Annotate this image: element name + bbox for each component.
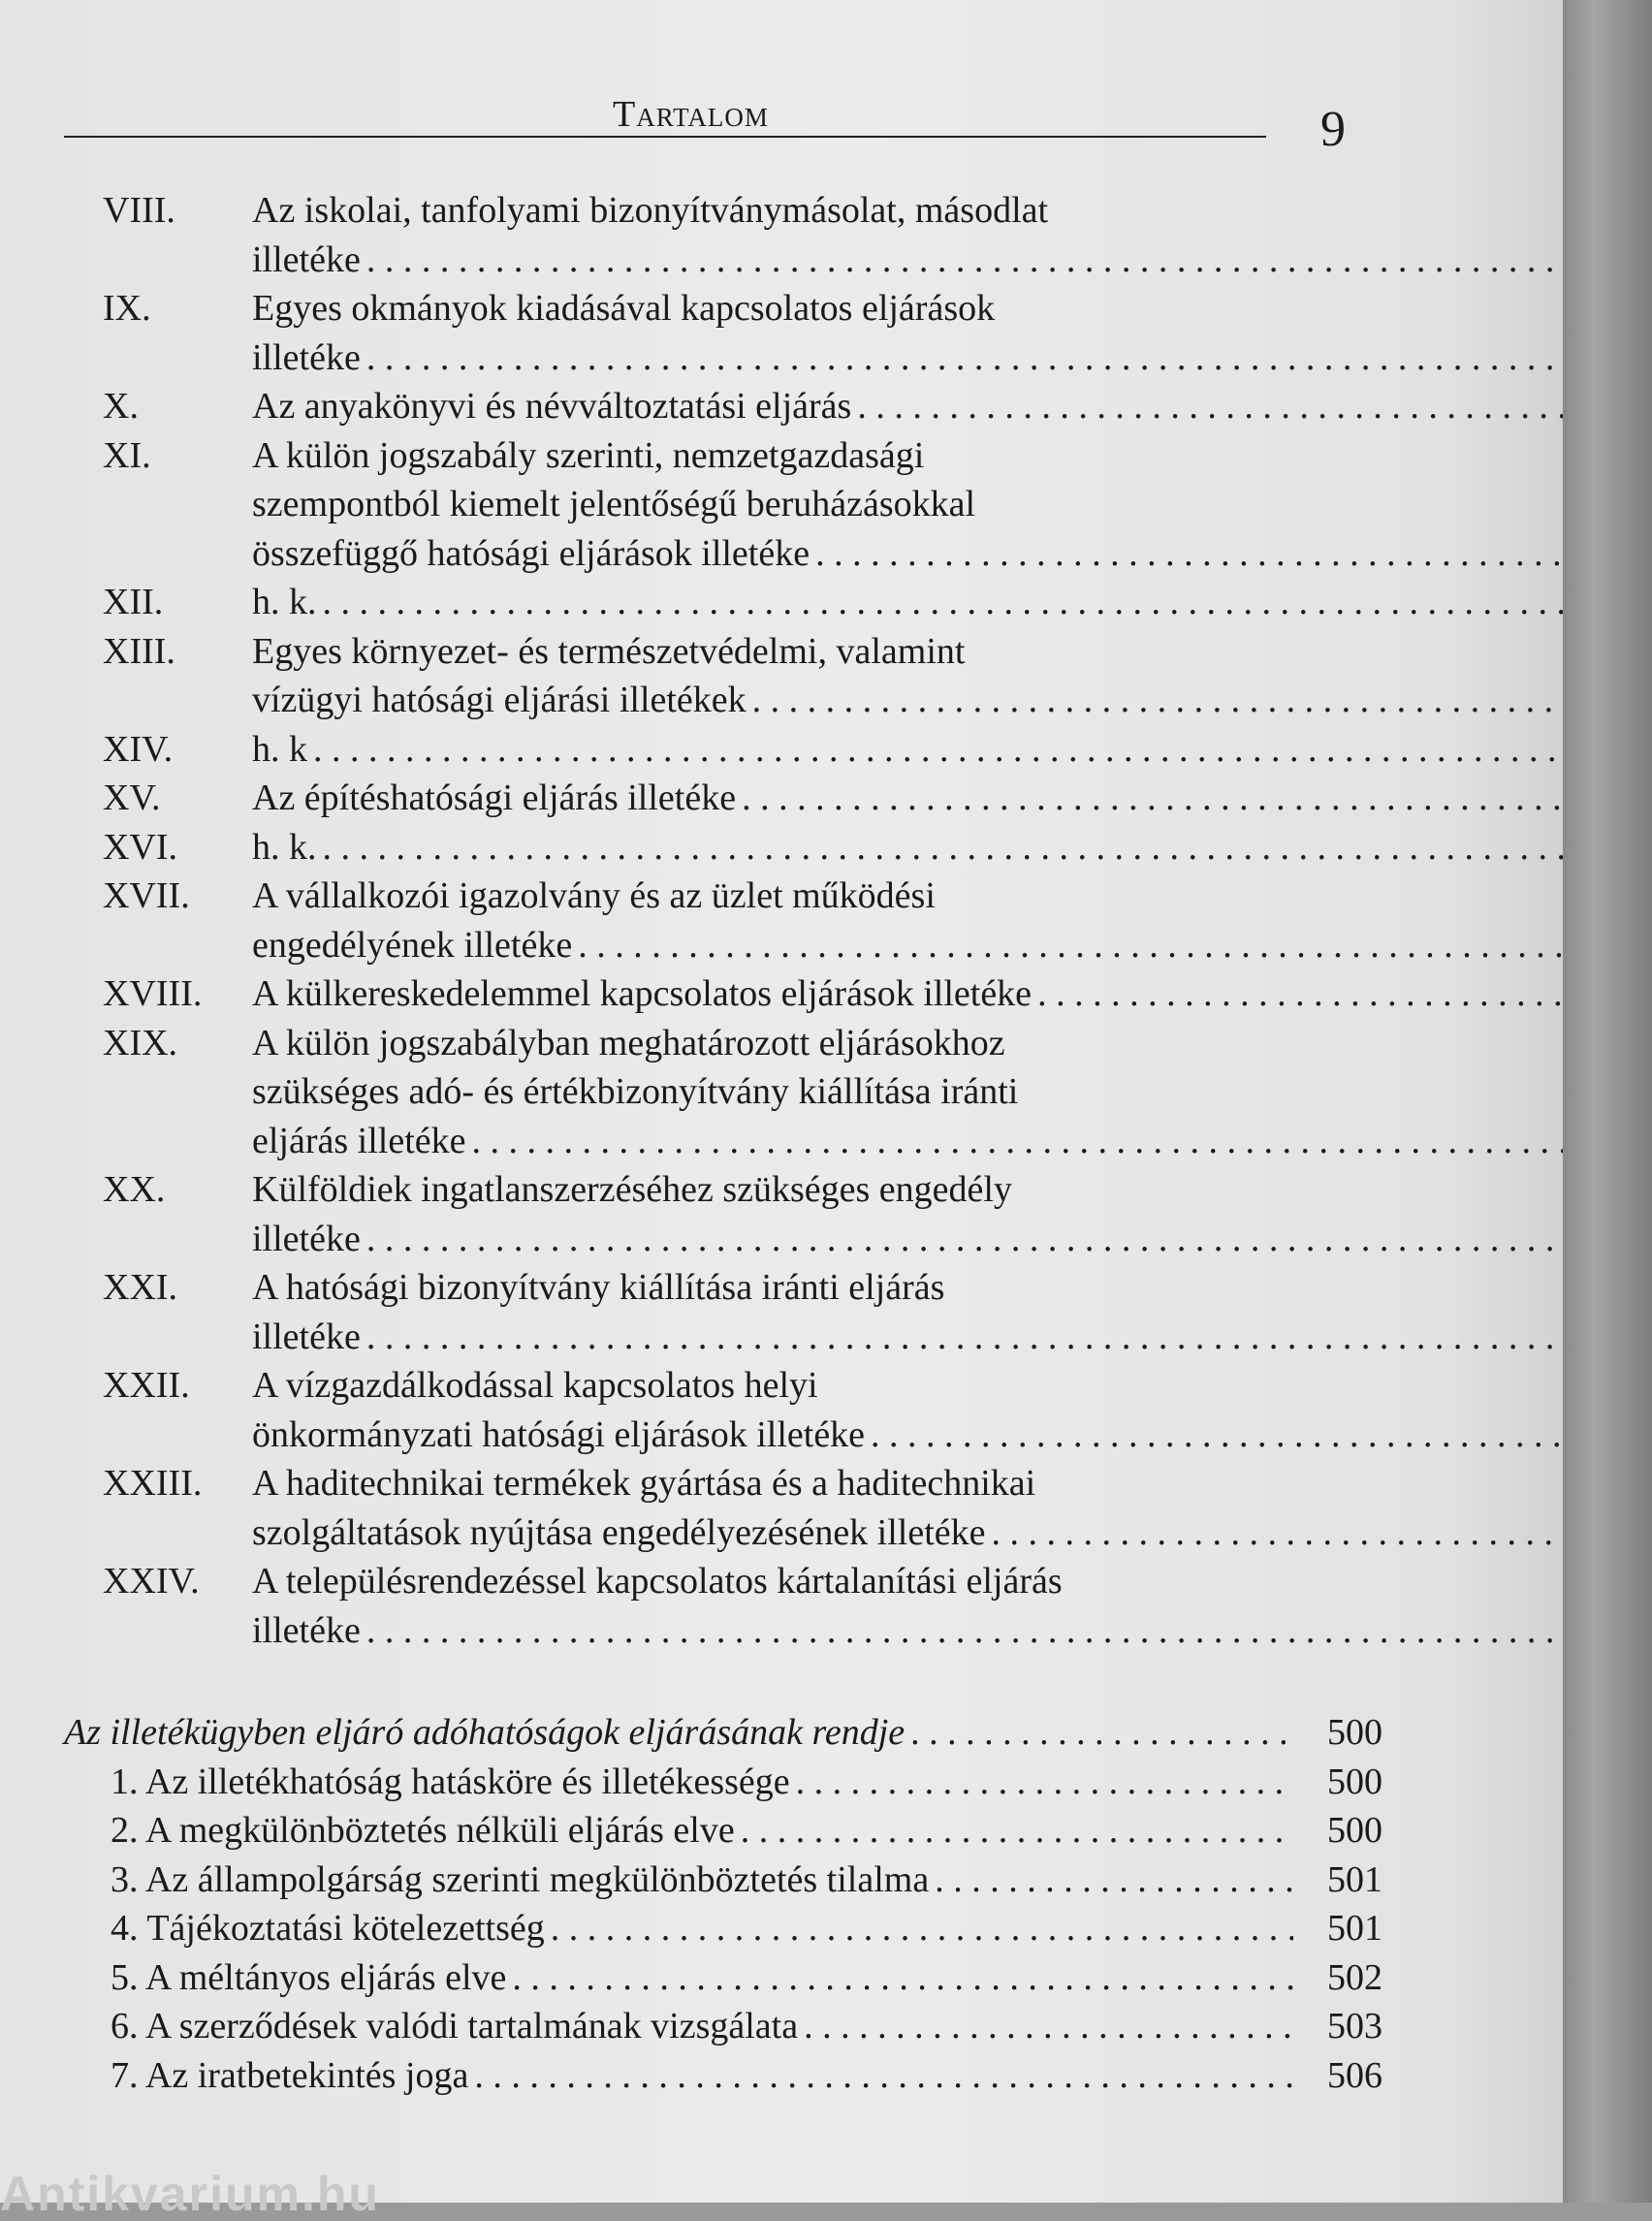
entry-number: XII. — [103, 578, 252, 627]
section-heading-row — [64, 1708, 1382, 1758]
section-item-page: 500 — [1299, 1806, 1382, 1856]
entry-line: szempontból kiemelt jelentőségű beruházásokkal — [252, 480, 1652, 529]
toc-section — [64, 1708, 1382, 2100]
entry-title: szolgáltatások nyújtása engedélyezésének illetéke — [252, 1508, 986, 1558]
toc-entry — [103, 872, 1382, 969]
section-item — [64, 1904, 1382, 1953]
entry-number: XV. — [103, 774, 252, 823]
entry-body — [252, 725, 1652, 775]
leader-dots — [741, 1806, 1293, 1856]
toc-entry — [103, 1263, 1382, 1361]
toc-entry — [103, 823, 1382, 873]
entry-body — [252, 1361, 1652, 1459]
toc-entry — [103, 284, 1382, 382]
entry-line: Egyes környezet- és természetvédelmi, valamint — [252, 627, 1652, 677]
entry-line: szükséges adó- és értékbizonyítvány kiállítása iránti — [252, 1067, 1652, 1117]
leader-dots — [366, 236, 1652, 285]
leader-dots — [935, 1856, 1293, 1905]
entry-number: IX. — [103, 284, 252, 382]
entry-line: A hatósági bizonyítvány kiállítása iránti eljárás — [252, 1263, 1652, 1313]
entry-number: XXIV. — [103, 1557, 252, 1655]
entry-number: XXIII. — [103, 1459, 252, 1557]
entry-title: Az építéshatósági eljárás illetéke — [252, 774, 736, 823]
entry-body — [252, 431, 1652, 579]
page-number: 9 — [1320, 101, 1346, 159]
entry-last-line — [252, 236, 1652, 285]
entry-body — [252, 872, 1652, 969]
entry-last-line — [252, 1508, 1652, 1558]
entry-number: XXI. — [103, 1263, 252, 1361]
entry-last-line — [252, 774, 1652, 823]
entry-body — [252, 969, 1652, 1019]
entry-body — [252, 382, 1652, 431]
leader-dots — [366, 333, 1652, 383]
entry-last-line — [252, 1117, 1652, 1166]
entry-line: A vízgazdálkodással kapcsolatos helyi — [252, 1361, 1652, 1411]
entry-line: A haditechnikai termékek gyártása és a haditechnikai — [252, 1459, 1652, 1508]
section-page: 500 — [1299, 1708, 1382, 1758]
section-item-page: 502 — [1299, 1953, 1382, 2003]
section-item-label: 6. A szerződések valódi tartalmának vizsgálata — [111, 2002, 798, 2051]
leader-dots — [871, 1411, 1652, 1460]
leader-dots — [857, 382, 1652, 431]
entry-last-line — [252, 333, 1652, 383]
section-item-page: 500 — [1299, 1758, 1382, 1807]
entry-title: h. k. — [252, 823, 317, 873]
section-item-page: 501 — [1299, 1856, 1382, 1905]
toc-entry — [103, 1361, 1382, 1459]
entry-body — [252, 823, 1652, 873]
entry-title: összefüggő hatósági eljárások illetéke — [252, 529, 810, 579]
entry-last-line — [252, 529, 1652, 579]
section-item — [64, 2002, 1382, 2051]
section-item-page: 501 — [1299, 1904, 1382, 1953]
entry-title: A külkereskedelemmel kapcsolatos eljárások illetéke — [252, 969, 1032, 1019]
leader-dots — [512, 1953, 1293, 2003]
entry-last-line — [252, 1313, 1652, 1362]
section-item-label: 7. Az iratbetekintés joga — [111, 2051, 468, 2101]
toc-entry — [103, 725, 1382, 775]
entry-title: h. k — [252, 725, 307, 775]
entry-last-line — [252, 1215, 1652, 1264]
header-rule — [64, 136, 1266, 138]
entry-number: XIII. — [103, 627, 252, 725]
entry-line: A külön jogszabályban meghatározott eljárásokhoz — [252, 1019, 1652, 1068]
entry-last-line — [252, 1606, 1652, 1656]
toc-entry — [103, 969, 1382, 1019]
section-item — [64, 1953, 1382, 2003]
toc-entry — [103, 578, 1382, 627]
section-item-page: 503 — [1299, 2002, 1382, 2051]
toc-entry — [103, 382, 1382, 431]
entry-title: önkormányzati hatósági eljárások illetéke — [252, 1411, 865, 1460]
entry-title: eljárás illetéke — [252, 1117, 466, 1166]
entry-last-line — [252, 578, 1652, 627]
section-items — [64, 1758, 1382, 2101]
entry-body — [252, 774, 1652, 823]
leader-dots — [366, 1215, 1652, 1264]
entry-number: XVI. — [103, 823, 252, 873]
entry-title: illetéke — [252, 236, 361, 285]
table-of-contents — [103, 186, 1382, 1655]
entry-number: XXII. — [103, 1361, 252, 1459]
toc-entry — [103, 186, 1382, 284]
section-item-label: 3. Az állampolgárság szerinti megkülönböztetés tilalma — [111, 1856, 929, 1905]
leader-dots — [313, 725, 1652, 775]
entry-title: h. k. — [252, 578, 317, 627]
leader-dots — [474, 2051, 1293, 2101]
toc-entry — [103, 1459, 1382, 1557]
entry-title: illetéke — [252, 333, 361, 383]
entry-body — [252, 627, 1652, 725]
toc-entry — [103, 774, 1382, 823]
entry-last-line — [252, 969, 1652, 1019]
watermark-text: Antikvarium.hu — [0, 2170, 380, 2218]
leader-dots — [472, 1117, 1652, 1166]
entry-title: Az anyakönyvi és névváltoztatási eljárás — [252, 382, 851, 431]
section-item — [64, 1856, 1382, 1905]
entry-line: A vállalkozói igazolvány és az üzlet működési — [252, 872, 1652, 921]
leader-dots — [796, 1758, 1293, 1807]
entry-title: vízügyi hatósági eljárási illetékek — [252, 676, 747, 725]
leader-dots — [804, 2002, 1293, 2051]
entry-line: Külföldiek ingatlanszerzéséhez szükséges engedély — [252, 1165, 1652, 1215]
entry-body — [252, 1165, 1652, 1263]
toc-entry — [103, 431, 1382, 579]
entry-body — [252, 1557, 1652, 1655]
toc-entry — [103, 1165, 1382, 1263]
next-page-edge — [1563, 0, 1652, 2203]
entry-number: XIX. — [103, 1019, 252, 1166]
leader-dots — [992, 1508, 1652, 1558]
entry-number: XVIII. — [103, 969, 252, 1019]
entry-number: VIII. — [103, 186, 252, 284]
section-item — [64, 1806, 1382, 1856]
section-title: Az illetékügyben eljáró adóhatóságok eljárásának rendje — [64, 1708, 905, 1758]
section-item-label: 2. A megkülönböztetés nélküli eljárás elve — [111, 1806, 735, 1856]
section-item — [64, 2051, 1382, 2101]
leader-dots — [910, 1708, 1293, 1758]
entry-body — [252, 578, 1652, 627]
leader-dots — [366, 1313, 1652, 1362]
leader-dots — [752, 676, 1652, 725]
section-item-page: 506 — [1299, 2051, 1382, 2101]
entry-title: illetéke — [252, 1313, 361, 1362]
leader-dots — [551, 1904, 1293, 1953]
entry-number: XX. — [103, 1165, 252, 1263]
entry-body — [252, 1459, 1652, 1557]
entry-last-line — [252, 382, 1652, 431]
leader-dots — [578, 921, 1652, 970]
leader-dots — [366, 1606, 1652, 1656]
section-item — [64, 1758, 1382, 1807]
entry-body — [252, 1019, 1652, 1166]
toc-entry — [103, 1557, 1382, 1655]
entry-last-line — [252, 676, 1652, 725]
entry-title: illetéke — [252, 1606, 361, 1656]
entry-number: XVII. — [103, 872, 252, 969]
section-item-label: 1. Az illetékhatóság hatásköre és illetékessége — [111, 1758, 790, 1807]
entry-line: A településrendezéssel kapcsolatos kártalanítási eljárás — [252, 1557, 1652, 1606]
entry-line: Az iskolai, tanfolyami bizonyítványmásolat, másodlat — [252, 186, 1652, 236]
section-item-label: 4. Tájékoztatási kötelezettség — [111, 1904, 545, 1953]
entry-last-line — [252, 823, 1652, 873]
toc-entry — [103, 627, 1382, 725]
toc-entry — [103, 1019, 1382, 1166]
section-item-label: 5. A méltányos eljárás elve — [111, 1953, 506, 2003]
leader-dots — [323, 578, 1652, 627]
entry-last-line — [252, 921, 1652, 970]
running-header: Tartalom — [613, 93, 769, 136]
entry-last-line — [252, 1411, 1652, 1460]
leader-dots — [1037, 969, 1652, 1019]
leader-dots — [742, 774, 1652, 823]
entry-number: XIV. — [103, 725, 252, 775]
entry-last-line — [252, 725, 1652, 775]
entry-line: Egyes okmányok kiadásával kapcsolatos eljárások — [252, 284, 1652, 333]
leader-dots — [323, 823, 1652, 873]
entry-body — [252, 284, 1652, 382]
entry-body — [252, 1263, 1652, 1361]
entry-number: XI. — [103, 431, 252, 579]
entry-title: illetéke — [252, 1215, 361, 1264]
entry-number: X. — [103, 382, 252, 431]
entry-body — [252, 186, 1652, 284]
leader-dots — [815, 529, 1652, 579]
entry-line: A külön jogszabály szerinti, nemzetgazdasági — [252, 431, 1652, 481]
entry-title: engedélyének illetéke — [252, 921, 572, 970]
